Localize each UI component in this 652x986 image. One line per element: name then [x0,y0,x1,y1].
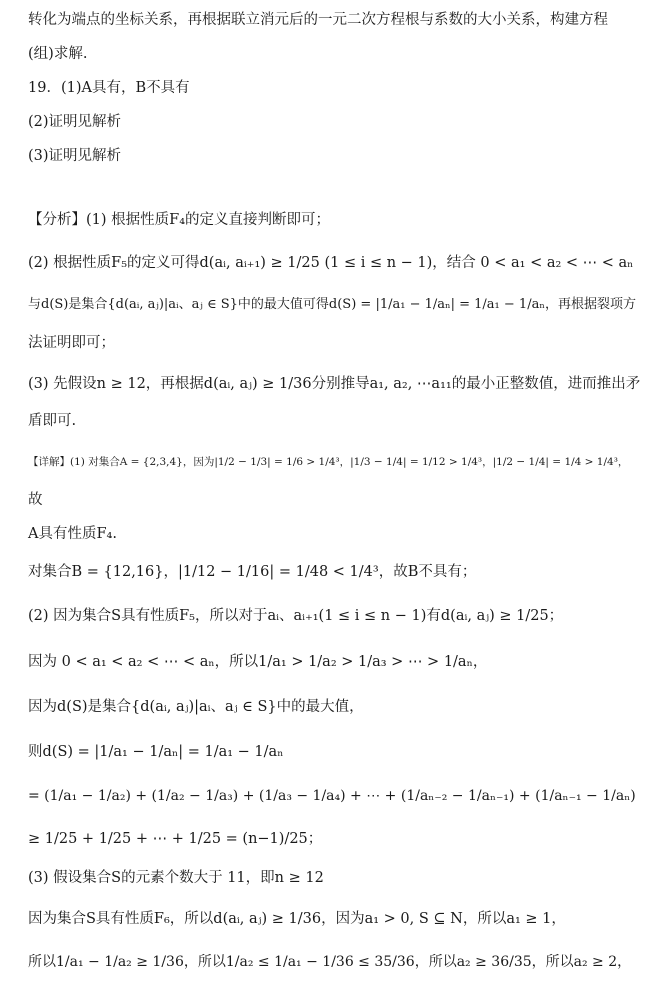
analysis-heading: 【分析】(1) 根据性质F₄的定义直接判断即可； [28,212,331,228]
text-line: (3) 假设集合S的元素个数大于 11，即n ≥ 12 [28,870,324,886]
text-line: 故 [28,492,43,508]
text-line: 所以1/a₁ − 1/a₂ ≥ 1/36，所以1/a₂ ≤ 1/a₁ − 1/36 ≤ 35/36，所以a₂ ≥ 36/35，所以a₂ ≥ 2， [28,954,632,970]
equation-line: = (1/a₁ − 1/a₂) + (1/a₂ − 1/a₃) + (1/a₃ − 1/a₄) + ⋯ + (1/aₙ₋₂ − 1/aₙ₋₁) + (1/aₙ₋₁ − 1/aₙ) [28,788,636,804]
text-line: A具有性质F₄. [28,526,117,542]
text-line: 盾即可. [28,413,77,429]
text-line: (3) 先假设n ≥ 12，再根据d(aᵢ, aⱼ) ≥ 1/36分别推导a₁, a₂, ⋯a₁₁的最小正整数值，进而推出矛 [28,376,641,392]
text-line: 因为集合S具有性质F₆，所以d(aᵢ, aⱼ) ≥ 1/36，因为a₁ > 0, S ⊆ N，所以a₁ ≥ 1， [28,911,566,927]
text-line: (2) 因为集合S具有性质F₅，所以对于aᵢ、aᵢ₊₁(1 ≤ i ≤ n − 1)有d(aᵢ, aⱼ) ≥ 1/25； [28,608,564,624]
text-line: 法证明即可； [28,335,115,351]
text-line: (组)求解. [28,46,88,62]
text-line: (2) 根据性质F₅的定义可得d(aᵢ, aᵢ₊₁) ≥ 1/25 (1 ≤ i ≤ n − 1)，结合 0 < a₁ < a₂ < ⋯ < aₙ [28,255,634,271]
equation-line: ≥ 1/25 + 1/25 + ⋯ + 1/25 = (n−1)/25； [28,831,323,847]
answer-line: (3)证明见解析 [28,148,122,164]
answer-line: 19．(1)A具有，B不具有 [28,80,190,96]
text-line: 因为 0 < a₁ < a₂ < ⋯ < aₙ，所以1/a₁ > 1/a₂ > 1/a₃ > ⋯ > 1/aₙ， [28,654,488,670]
text-line: 因为d(S)是集合{d(aᵢ, aⱼ)|aᵢ、aⱼ ∈ S}中的最大值， [28,699,364,715]
answer-line: (2)证明见解析 [28,114,122,130]
text-line: 转化为端点的坐标关系，再根据联立消元后的一元二次方程根与系数的大小关系，构建方程 [28,12,608,28]
detail-heading: 【详解】(1) 对集合A = {2,3,4}，因为|1/2 − 1/3| = 1/6 > 1/4³，|1/3 − 1/4| = 1/12 > 1/4³，|1/2 − 1/4| = 1/4 > 1/4³， [28,456,629,468]
text-line: 与d(S)是集合{d(aᵢ, aⱼ)|aᵢ、aⱼ ∈ S}中的最大值可得d(S) = |1/a₁ − 1/aₙ| = 1/a₁ − 1/aₙ，再根据裂项方 [28,297,636,312]
text-line: 对集合B = {12,16}，|1/12 − 1/16| = 1/48 < 1/4³，故B不具有； [28,564,477,580]
equation-line: 则d(S) = |1/a₁ − 1/aₙ| = 1/a₁ − 1/aₙ [28,744,284,760]
